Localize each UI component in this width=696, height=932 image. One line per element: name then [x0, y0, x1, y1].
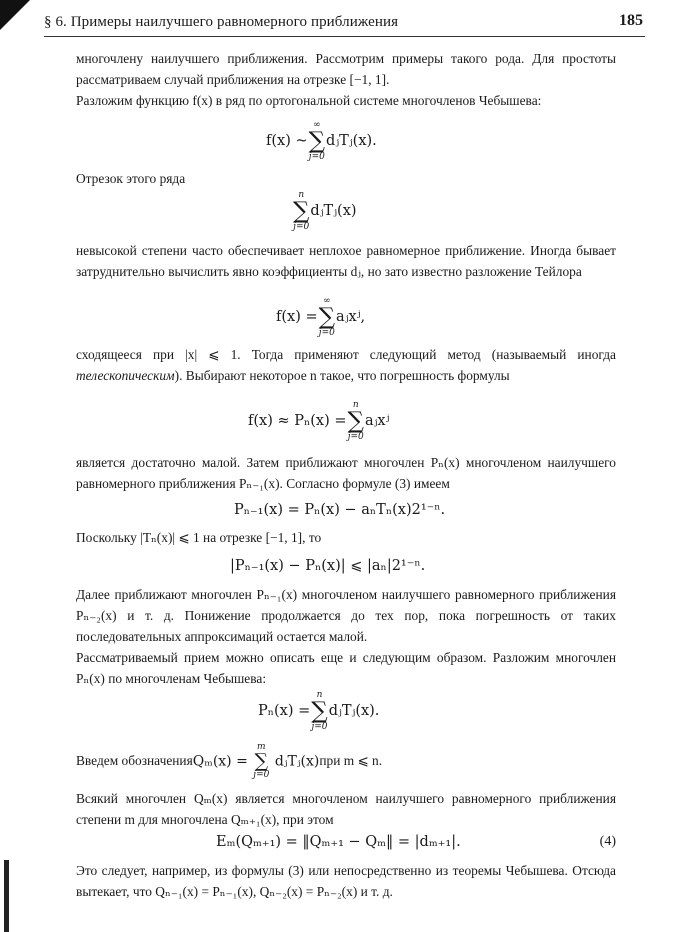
- paragraph-3: Отрезок этого ряда: [76, 171, 186, 186]
- paragraph-9: Рассматриваемый прием можно описать еще и следующим образом. Разложим многочлен Pₙ(x) по многочленам Чебышева:: [76, 650, 616, 686]
- formula-best-approximation-error: Eₘ(Qₘ₊₁) = ‖Qₘ₊₁ − Qₘ‖ = |dₘ₊₁|. (4): [216, 834, 616, 850]
- formula-q-definition: Qₘ(x) = m ∑ j=0 dⱼTⱼ(x): [192, 741, 320, 780]
- paragraph-10: Введем обозначения Qₘ(x) = m ∑ j=0 dⱼTⱼ(x) при m ⩽ n.: [76, 741, 383, 780]
- term-telescopic: телескопическим: [76, 368, 175, 383]
- paragraph-4: невысокой степени часто обеспечивает неплохое равномерное приближение. Иногда бывает затруднительно вычислить явно коэффициенты dⱼ, но зато известно разложение Тейлора: [76, 243, 616, 279]
- paragraph-7: Поскольку |Tₙ(x)| ⩽ 1 на отрезке [−1, 1], то: [76, 530, 322, 545]
- summation-symbol: n ∑ j=0: [311, 689, 328, 732]
- formula-degree-reduction: Pₙ₋₁(x) = Pₙ(x) − aₙTₙ(x)2¹⁻ⁿ.: [234, 502, 446, 518]
- page-header: [44, 12, 645, 37]
- paragraph-5: сходящееся при |x| ⩽ 1. Тогда применяют следующий метод (называемый иногда телескопическим). Выбирают некоторое n такое, что погрешность формулы: [76, 347, 616, 383]
- paragraph-8: Далее приближают многочлен Pₙ₋₁(x) многочленом наилучшего равномерного приближения Pₙ₋₂(x) и т. д. Понижение продолжается до тех пор, пока погрешность от таких последовательных аппроксимаций остается малой.: [76, 587, 616, 644]
- formula-taylor-expansion: f(x) = ∞ ∑ j=0 aⱼxʲ,: [276, 295, 366, 338]
- running-title: § 6. Примеры наилучшего равномерного приближения: [44, 14, 399, 30]
- page-number: 185: [619, 12, 643, 29]
- paragraph-2: Разложим функцию f(x) в ряд по ортогональной системе многочленов Чебышева:: [76, 93, 542, 108]
- formula-chebyshev-series: f(x) ~ ∞ ∑ j=0 dⱼTⱼ(x).: [266, 119, 377, 162]
- summation-symbol: ∞ ∑ j=0: [318, 295, 336, 338]
- formula-taylor-partial-sum: f(x) ≈ Pₙ(x) = n ∑ j=0 aⱼxʲ: [248, 399, 390, 442]
- formula-chebyshev-polynomial-expansion: Pₙ(x) = n ∑ j=0 dⱼTⱼ(x).: [258, 689, 380, 732]
- scan-corner-shadow: [0, 0, 30, 30]
- summation-symbol: m ∑ j=0: [253, 741, 270, 780]
- summation-symbol: ∞ ∑ j=0: [308, 119, 326, 162]
- summation-symbol: n ∑ j=0: [293, 189, 310, 232]
- equation-number: (4): [599, 834, 616, 849]
- formula-error-bound: |Pₙ₋₁(x) − Pₙ(x)| ⩽ |aₙ|2¹⁻ⁿ.: [230, 558, 426, 574]
- summation-symbol: n ∑ j=0: [347, 399, 364, 442]
- scan-edge-shadow: [4, 860, 9, 932]
- paragraph-6: является достаточно малой. Затем приближают многочлен Pₙ(x) многочленом наилучшего равномерного приближения Pₙ₋₁(x). Согласно формуле (3) имеем: [76, 455, 616, 491]
- paragraph-12: Это следует, например, из формулы (3) или непосредственно из теоремы Чебышева. Отсюда вытекает, что Qₙ₋₁(x) = Pₙ₋₁(x), Qₙ₋₂(x) = Pₙ₋₂(x) и т. д.: [76, 863, 616, 899]
- formula-series-segment: n ∑ j=0 dⱼTⱼ(x): [293, 189, 357, 232]
- paragraph-11: Всякий многочлен Qₘ(x) является многочленом наилучшего равномерного приближения степени m для многочлена Qₘ₊₁(x), при этом: [76, 791, 616, 827]
- paragraph-1: многочлену наилучшего приближения. Рассмотрим примеры такого рода. Для простоты рассматриваем случай приближения на отрезке [−1, 1].: [76, 51, 616, 87]
